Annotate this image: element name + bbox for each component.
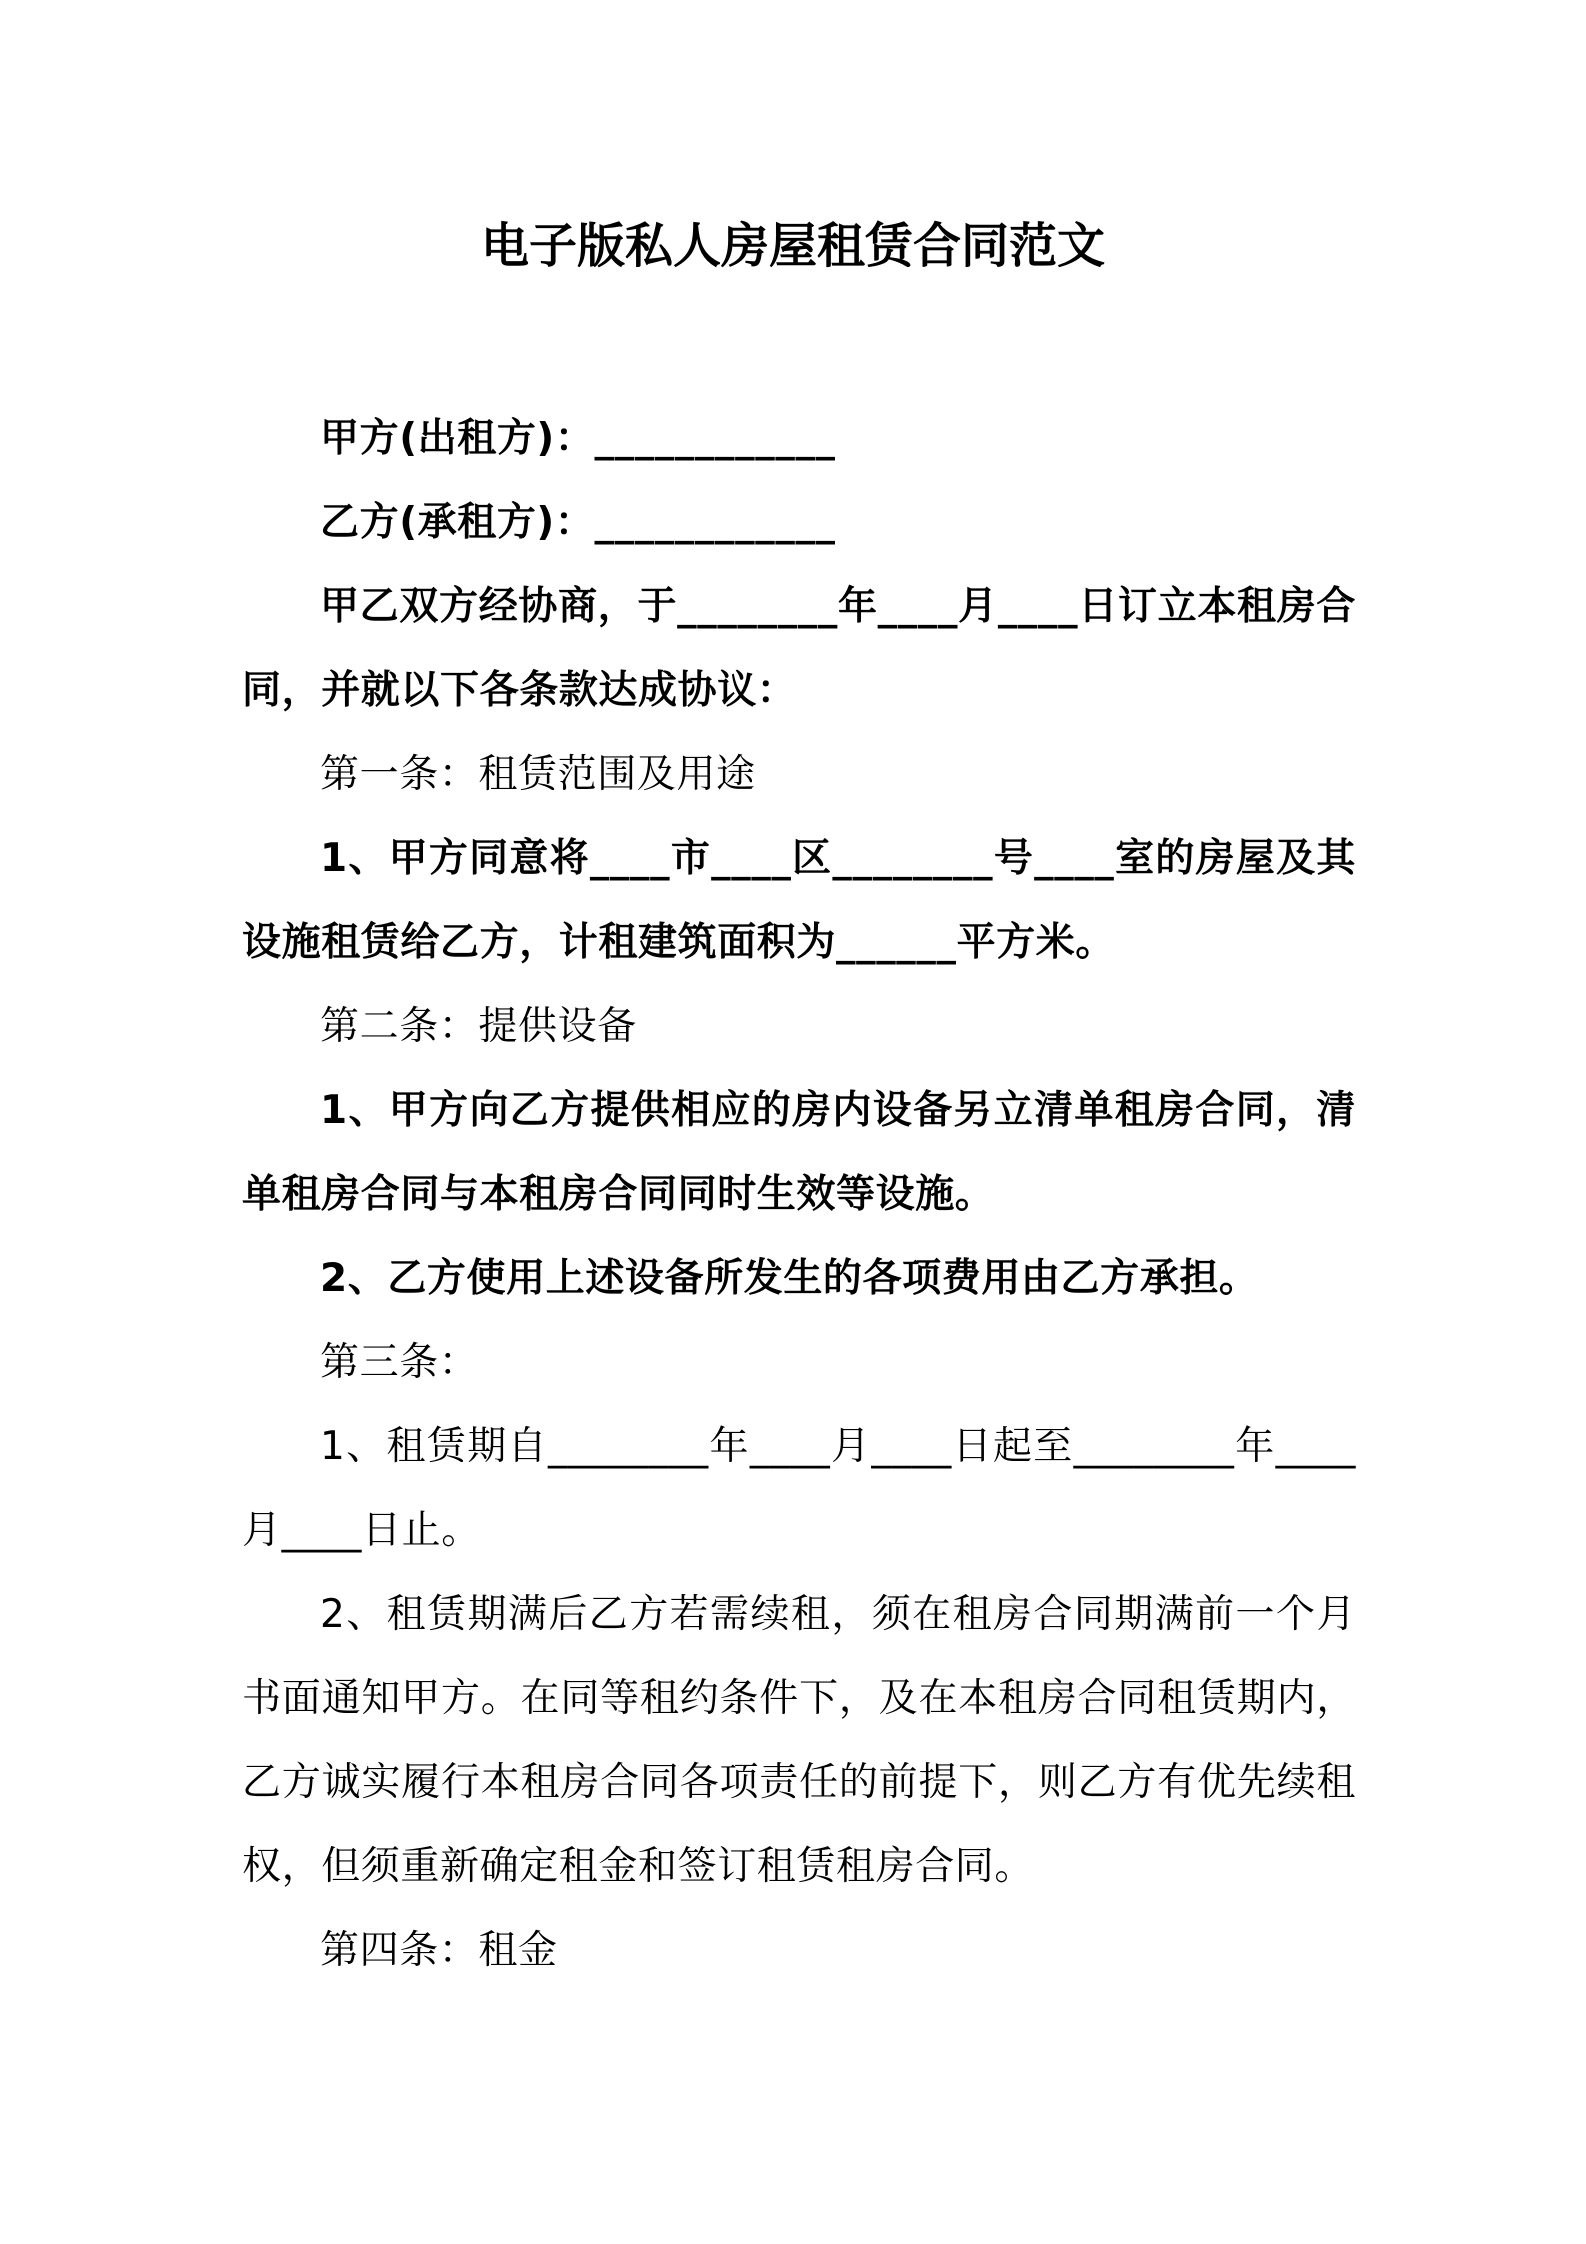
party-a-line: 甲方(出租方)：____________ — [320, 416, 836, 461]
article-2-clause-1: 1、甲方向乙方提供相应的房内设备另立清单租房合同，清单租房合同与本租房合同同时生效等设施。 — [242, 1088, 1356, 1217]
document-body — [242, 397, 1356, 1993]
article-1-heading: 第一条：租赁范围及用途 — [320, 752, 756, 797]
article-2-clause-2: 2、乙方使用上述设备所发生的各项费用由乙方承担。 — [320, 1256, 1259, 1301]
article-1-clause-1: 1、甲方同意将____市____区________号____室的房屋及其设施租赁给乙方，计租建筑面积为______平方米。 — [242, 836, 1356, 965]
article-3-clause-2: 2、租赁期满后乙方若需续租，须在租房合同期满前一个月书面通知甲方。在同等租约条件下，及在本租房合同租赁期内，乙方诚实履行本租房合同各项责任的前提下，则乙方有优先续租权，但须重新确定租金和签订租赁租房合同。 — [242, 1592, 1356, 1889]
article-4-heading: 第四条：租金 — [320, 1928, 558, 1973]
document-title: 电子版私人房屋租赁合同范文 — [480, 218, 1105, 274]
article-2-heading: 第二条：提供设备 — [320, 1004, 637, 1049]
article-3-clause-1: 1、租赁期自________年____月____日起至________年____月____日止。 — [242, 1424, 1356, 1553]
article-3-heading: 第三条： — [320, 1340, 479, 1385]
party-b-line: 乙方(承租方)：____________ — [320, 500, 836, 545]
agreement-intro-paragraph: 甲乙双方经协商，于________年____月____日订立本租房合同，并就以下各条款达成协议： — [242, 584, 1356, 713]
